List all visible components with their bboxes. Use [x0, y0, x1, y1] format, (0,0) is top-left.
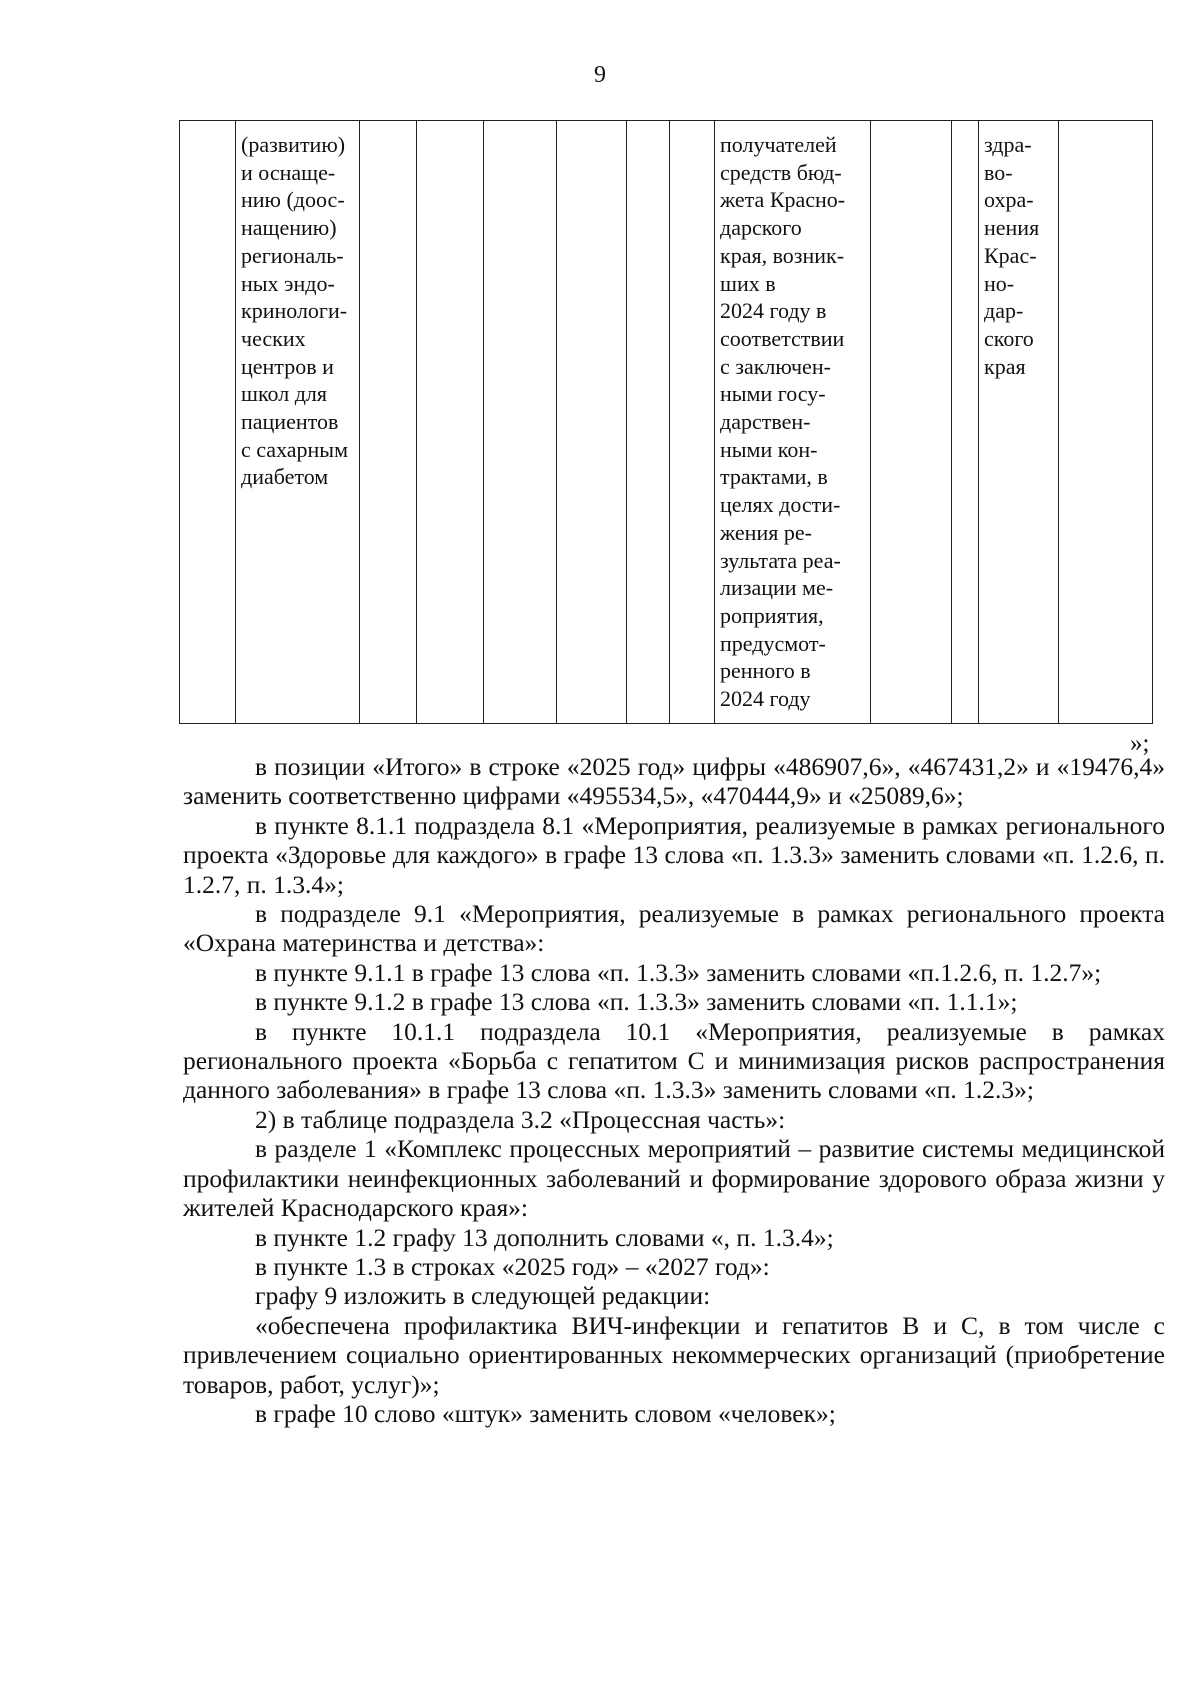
table-row — [180, 121, 1153, 724]
paragraph: в подразделе 9.1 «Мероприятия, реализуемые в рамках регионального проекта «Охрана материнства и детства»: — [183, 899, 1165, 958]
paragraph: в разделе 1 «Комплекс процессных мероприятий – развитие системы медицинской профилактики неинфекционных заболеваний и формирование здорового образа жизни у жителей Краснодарского края»: — [183, 1134, 1165, 1223]
table-cell-5 — [484, 121, 557, 724]
table-cell-1 — [180, 121, 236, 724]
paragraph: в пункте 10.1.1 подраздела 10.1 «Мероприятия, реализуемые в рамках регионального проекта «Борьба с гепатитом С и минимизация рисков распространения данного заболевания» в графе 13 слова «п. 1.3.3» заменить словами «п. 1.2.3»; — [183, 1016, 1165, 1105]
table-cell-13 — [1059, 121, 1153, 724]
table-cell-executor — [979, 121, 1059, 724]
table-cell-3 — [360, 121, 417, 724]
result-text: получателей средств бюд- жета Красно- дарского края, возник- ших в 2024 году в соответствии с заключен- ными госу- дарствен- ными кон- трактами, в целях дости- жения ре- зультата реа- лизации ме- роприятия, предусмот- ренного в 2024 году — [720, 132, 846, 712]
table-cell-4 — [417, 121, 484, 724]
executor-text: здра- во- охра- нения Крас- но- дар- ского края — [984, 132, 1040, 379]
table-cell-result — [715, 121, 871, 724]
body-text — [183, 752, 1165, 1428]
table-cell-11 — [952, 121, 979, 724]
continued-table — [179, 120, 1153, 724]
paragraph: в пункте 1.3 в строках «2025 год» – «2027 год»: — [255, 1251, 770, 1281]
paragraph: графу 9 изложить в следующей редакции: — [255, 1281, 711, 1311]
table-cell-6 — [557, 121, 627, 724]
paragraph: в пункте 8.1.1 подраздела 8.1 «Мероприятия, реализуемые в рамках регионального проекта «Здоровье для каждого» в графе 13 слова «п. 1.3.3» заменить словами «п. 1.2.6, п. 1.2.7, п. 1.3.4»; — [183, 810, 1165, 899]
page-number: 9 — [594, 62, 606, 88]
paragraph: «обеспечена профилактика ВИЧ-инфекции и гепатитов В и С, в том числе с привлечением социально ориентированных некоммерческих организаций (приобретение товаров, работ, услуг)»; — [183, 1310, 1165, 1399]
table-cell-8 — [670, 121, 715, 724]
table-cell-7 — [627, 121, 670, 724]
paragraph: в графе 10 слово «штук» заменить словом «человек»; — [255, 1398, 836, 1428]
table-closing-quote: »; — [1130, 730, 1150, 757]
paragraph: в пункте 9.1.1 в графе 13 слова «п. 1.3.3» заменить словами «п.1.2.6, п. 1.2.7»; — [255, 957, 1102, 987]
table-cell-10 — [871, 121, 952, 724]
paragraph: в пункте 1.2 графу 13 дополнить словами «, п. 1.3.4»; — [255, 1222, 834, 1252]
event-name-text: (развитию) и оснаще- нию (доос- нащению) региональ- ных эндо- кринологи- ческих центров и школ для пациентов с сахарным диабетом — [241, 132, 349, 490]
paragraph: 2) в таблице подраздела 3.2 «Процессная часть»: — [255, 1104, 786, 1134]
paragraph: в пункте 9.1.2 в графе 13 слова «п. 1.3.3» заменить словами «п. 1.1.1»; — [255, 987, 1018, 1017]
paragraph: в позиции «Итого» в строке «2025 год» цифры «486907,6», «467431,2» и «19476,4» заменить соответственно цифрами «495534,5», «470444,9» и «25089,6»; — [183, 752, 1165, 811]
table-cell-event-name — [236, 121, 360, 724]
